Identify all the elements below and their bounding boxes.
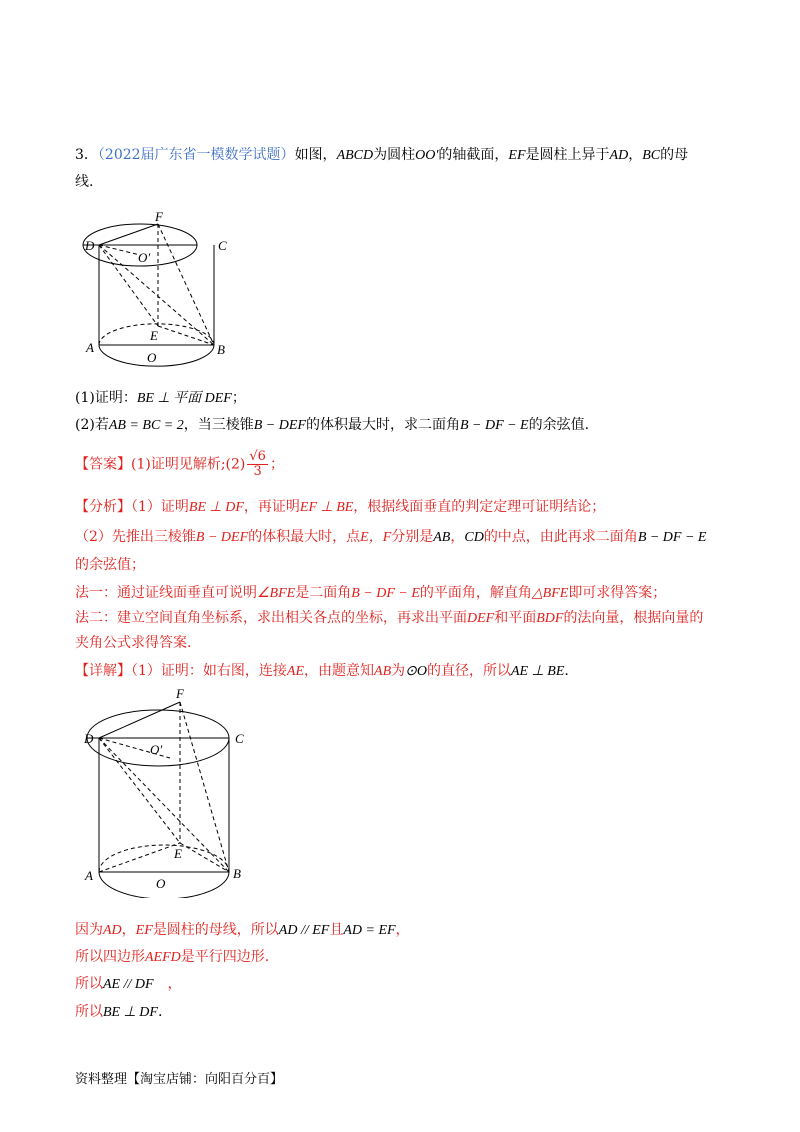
fraction-denominator: 3 xyxy=(253,464,262,479)
proof-text: 是圆柱的母线，所以 xyxy=(152,922,279,938)
detail-text: . xyxy=(564,663,569,679)
proof-text: . xyxy=(157,1004,163,1020)
analysis-text: ，根据线面垂直的判定定理可证明结论； xyxy=(353,499,606,515)
question-1 xyxy=(75,388,246,409)
question-text: 的余弦值. xyxy=(528,417,590,433)
detail-text: （1）证明：如右图，连接 xyxy=(131,663,287,679)
problem-text: 的轴截面， xyxy=(438,147,509,163)
fraction-numerator: √6 xyxy=(249,449,266,464)
math: EF ⊥ BE xyxy=(299,500,354,515)
math-arc-ab: AB xyxy=(433,530,451,545)
math: B − DEF xyxy=(195,530,249,545)
fig1-label-e: E xyxy=(150,328,158,343)
math-abcd: ABCD xyxy=(336,148,374,163)
math-oo: OO′ xyxy=(415,148,439,163)
question-text: 的体积最大时，求二面角 xyxy=(305,417,460,433)
analysis-tag: 【分析】 xyxy=(75,499,131,515)
proof-text: 所以四边形 xyxy=(75,949,145,965)
math: DEF xyxy=(467,611,495,626)
analysis-text: 的体积最大时，点 xyxy=(248,529,361,545)
proof-text: ， xyxy=(395,922,410,938)
problem-text: 为圆柱 xyxy=(373,147,416,163)
cylinder-figure-1 xyxy=(80,210,240,370)
math: E，F xyxy=(360,530,392,545)
detail-text: 为 xyxy=(391,663,406,679)
answer-text: (1)证明见解析;(2) xyxy=(131,456,246,473)
question-2 xyxy=(75,415,589,436)
analysis-line-5 xyxy=(75,608,703,629)
analysis-text: 是二面角 xyxy=(295,585,352,601)
fig2-label-o: O xyxy=(156,876,166,891)
fig2-label-e: E xyxy=(174,846,182,861)
fig2-label-o-prime: O′ xyxy=(150,742,163,757)
math-q2-3: B − DF − E xyxy=(459,418,529,433)
problem-source: （2022届广东省一模数学试题） xyxy=(97,147,295,163)
fig1-label-d: D xyxy=(85,238,95,253)
math-q1: BE ⊥ 平面 DEF xyxy=(136,391,232,406)
fig2-label-d: D xyxy=(84,731,94,746)
math: ⊙O xyxy=(405,664,427,679)
answer-text: ； xyxy=(269,456,284,473)
fig2-label-a: A xyxy=(85,868,93,883)
answer-fraction xyxy=(247,450,268,479)
analysis-line-2 xyxy=(75,527,706,548)
detail-text: 的直径，所以 xyxy=(426,663,511,679)
math-q2-2: B − DEF xyxy=(253,418,306,433)
proof-text: ， xyxy=(167,976,182,992)
fig1-label-o: O xyxy=(147,350,157,365)
problem-text: 如图， xyxy=(294,147,337,163)
analysis-text: （2）先推出三棱锥 xyxy=(75,529,196,545)
question-text: ； xyxy=(231,390,246,406)
math: EF xyxy=(135,923,153,938)
detail-tag: 【详解】 xyxy=(75,663,131,679)
math: △BFE xyxy=(531,586,569,601)
math: AE // DF xyxy=(103,977,154,992)
proof-text: 所以 xyxy=(75,976,103,992)
math: BE ⊥ DF xyxy=(103,1005,158,1020)
math: ∠BFE xyxy=(257,586,296,601)
question-text: (1)证明： xyxy=(75,390,137,406)
analysis-text: ， xyxy=(450,529,465,545)
math: BE ⊥ DF xyxy=(188,500,244,515)
math: AEFD xyxy=(145,950,181,965)
fig1-label-b: B xyxy=(217,342,225,357)
math-ef: EF xyxy=(508,148,526,163)
analysis-line-1 xyxy=(75,497,605,518)
math: B − DF − E xyxy=(351,586,420,601)
fig2-label-f: F xyxy=(176,688,184,701)
math: AD // EF xyxy=(278,923,330,938)
analysis-text: 和平面 xyxy=(494,610,537,626)
math-bc: BC xyxy=(642,148,661,163)
math: AD xyxy=(103,923,122,938)
fig1-label-c: C xyxy=(218,238,227,253)
cylinder-figure-2 xyxy=(80,688,270,898)
fig2-label-b: B xyxy=(233,866,241,881)
question-text: (2)若 xyxy=(75,417,109,433)
math-arc-cd: CD xyxy=(464,530,484,545)
question-text: ，当三棱锥 xyxy=(183,417,254,433)
analysis-line-4 xyxy=(75,583,666,604)
answer-line xyxy=(75,450,284,479)
fig1-label-o-prime: O′ xyxy=(138,250,151,265)
analysis-text: （1）证明 xyxy=(131,499,189,515)
detail-line-1 xyxy=(75,661,569,682)
math-ad: AD xyxy=(609,148,629,163)
proof-line-2 xyxy=(75,947,269,968)
fig1-label-a: A xyxy=(86,340,94,355)
math: AE ⊥ BE xyxy=(510,664,565,679)
analysis-text: 法二：建立空间直角坐标系，求出相关各点的坐标，再求出平面 xyxy=(75,610,467,626)
analysis-line-3: 的余弦值； xyxy=(75,557,145,573)
math-q2-1: AB = BC = 2 xyxy=(108,418,184,433)
problem-line-2: 线. xyxy=(75,174,94,190)
analysis-text: 分别是 xyxy=(391,529,434,545)
proof-line-3 xyxy=(75,974,182,995)
analysis-text: 的平面角，解直角 xyxy=(419,585,532,601)
problem-text: 是圆柱上异于 xyxy=(525,147,610,163)
math: AD = EF xyxy=(343,923,396,938)
math: AE xyxy=(286,664,305,679)
analysis-text: 的法向量，根据向量的 xyxy=(563,610,704,626)
fig1-label-f: F xyxy=(155,210,163,224)
proof-text: 且 xyxy=(329,922,344,938)
proof-text: ， xyxy=(121,922,136,938)
math: BDF xyxy=(536,611,564,626)
problem-text: 的母 xyxy=(660,147,689,163)
analysis-text: 法一：通过证线面垂直可说明 xyxy=(75,585,257,601)
proof-text: 是平行四边形. xyxy=(180,949,270,965)
problem-text: ， xyxy=(628,147,643,163)
math: B − DF − E xyxy=(637,530,707,545)
proof-text: 因为 xyxy=(75,922,103,938)
proof-line-1 xyxy=(75,920,410,941)
answer-tag: 【答案】 xyxy=(75,456,131,473)
analysis-text: 的中点，由此再求二面角 xyxy=(483,529,638,545)
analysis-line-6: 夹角公式求得答案. xyxy=(75,635,192,651)
proof-text: 所以 xyxy=(75,1004,103,1020)
analysis-text: 即可求得答案； xyxy=(568,585,667,601)
problem-number: 3． xyxy=(75,147,98,163)
fig2-label-c: C xyxy=(235,731,244,746)
page-footer: 资料整理【淘宝店铺：向阳百分百】 xyxy=(75,1072,284,1087)
math: AB xyxy=(374,664,392,679)
analysis-text: ，再证明 xyxy=(243,499,300,515)
detail-text: ，由题意知 xyxy=(304,663,375,679)
proof-line-4 xyxy=(75,1002,162,1023)
problem-line-1 xyxy=(75,145,688,166)
